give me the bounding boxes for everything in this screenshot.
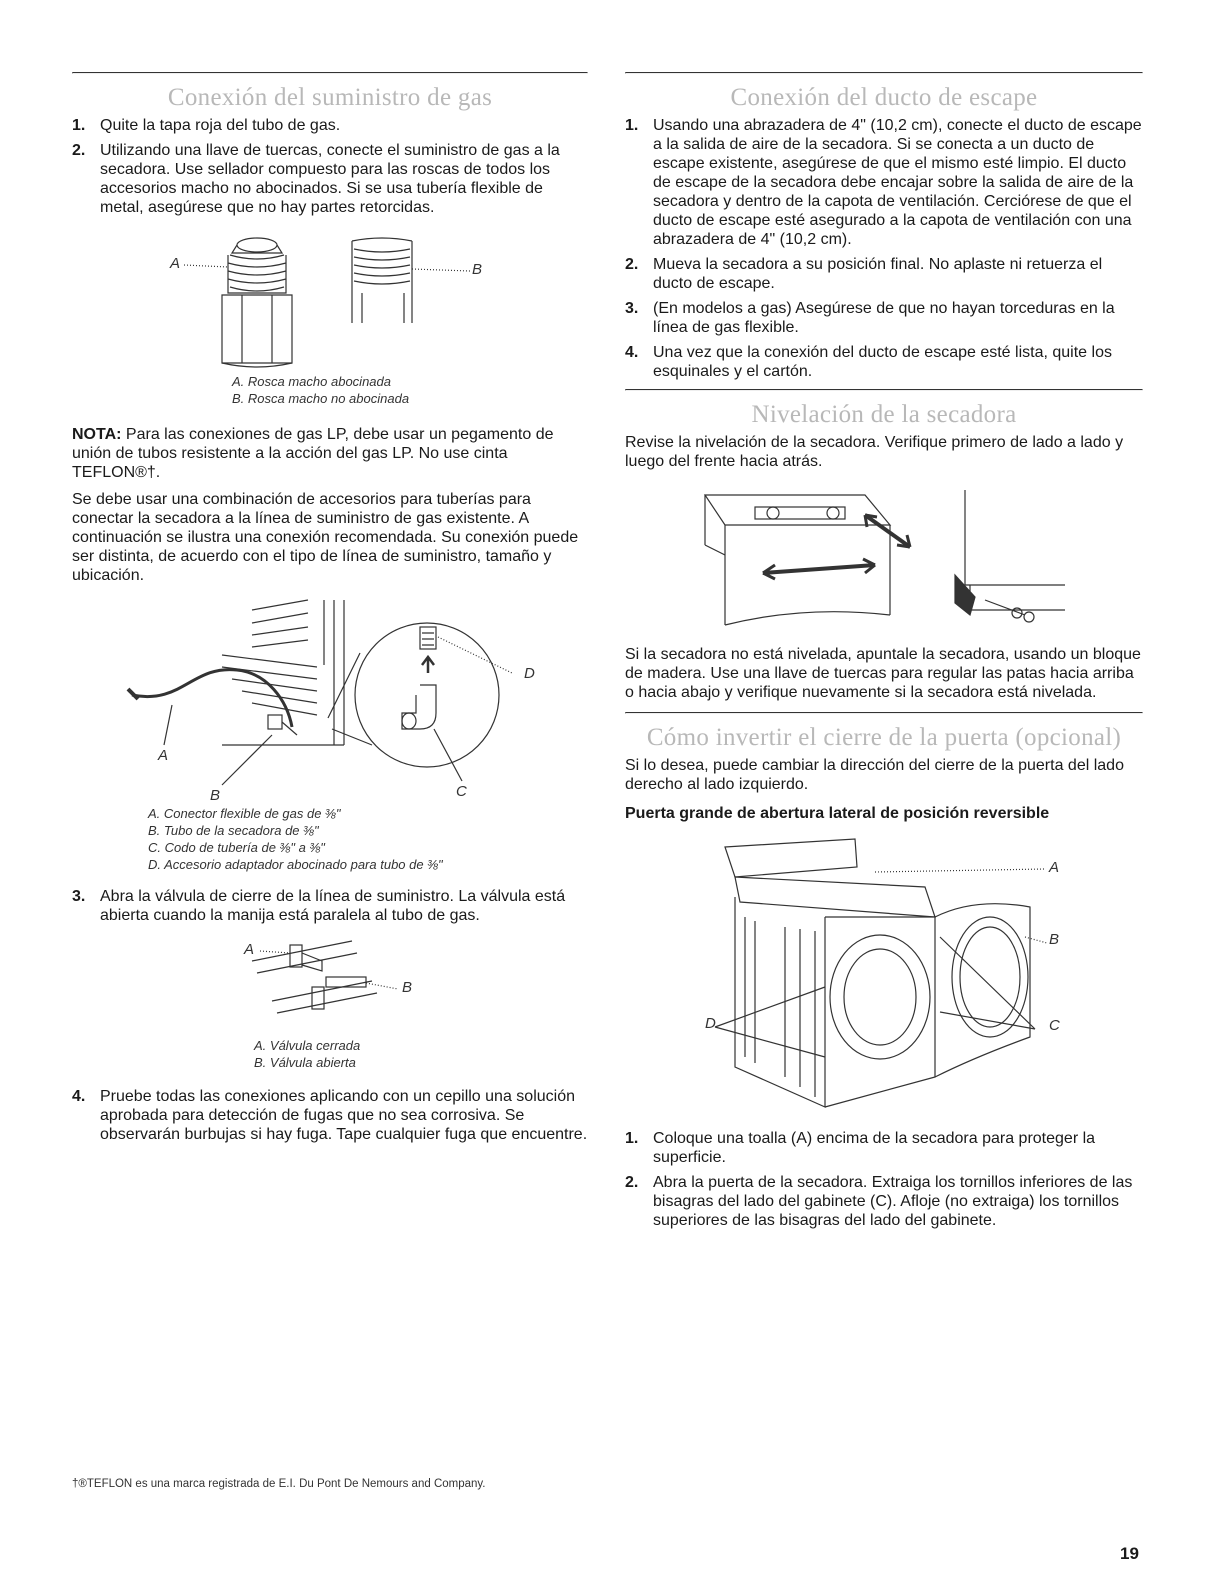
list-item: 1. Quite la tapa roja del tubo de gas. — [72, 117, 341, 134]
leveling-heading: Nivelación de la secadora — [751, 401, 1017, 428]
label-a: A — [244, 941, 255, 958]
list-item: 4. Una vez que la conexión del ducto de escape esté lista, quite los esquinales y el cartón. — [625, 344, 1112, 380]
list-item: 3. (En modelos a gas) Asegúrese de que no hayan torceduras en la línea de gas flexible. — [625, 300, 1115, 336]
leveling-paragraph-2: Si la secadora no está nivelada, apuntale la secadora, usando un bloque de madera. Use una llave de tuercas para regular las patas hacia arriba o hacia abajo y verifique nuevamente si la secadora está nivelada. — [625, 646, 1141, 701]
leveling-figure — [625, 485, 1143, 635]
right-column — [625, 72, 1143, 1236]
thread-fittings-illustration — [72, 223, 588, 373]
exhaust-steps — [625, 116, 1143, 381]
section-rule — [625, 72, 1143, 74]
label-a: A — [170, 255, 181, 272]
list-item: 2. Mueva la secadora a su posición final. No aplaste ni retuerza el ducto de escape. — [625, 256, 1103, 292]
valve-illustration — [72, 931, 588, 1031]
door-subheading: Puerta grande de abertura lateral de posición reversible — [625, 805, 1050, 822]
label-d: D — [524, 665, 535, 682]
gas-steps — [72, 116, 588, 217]
label-a: A — [1049, 859, 1060, 876]
list-item: 1. Usando una abrazadera de 4" (10,2 cm), conecte el ducto de escape a la salida de aire de la secadora. Si se conecta a un ducto de escape existente, asegúrese de que el mismo esté limpio. El ducto de escape de la secadora debe encajar sobre la salida de aire de la secadora y dentro de la capota de ventilación. Cerciórese de que el ducto de escape esté asegurado a la capota de ventilación con una abrazadera de 4" (10,2 cm). — [625, 117, 1142, 248]
figure-caption: A. Rosca macho abocinada B. Rosca macho no abocinada — [232, 374, 410, 406]
leveling-illustration — [625, 485, 1143, 635]
thread-fittings-figure — [72, 223, 588, 413]
figure-caption: A. Válvula cerrada B. Válvula abierta — [254, 1038, 361, 1070]
label-b: B — [210, 787, 221, 804]
page-number: 19 — [1120, 1544, 1139, 1563]
door-illustration — [625, 837, 1143, 1119]
label-b: B — [1049, 931, 1060, 948]
figure-caption: A. Conector flexible de gas de ⅜" B. Tubo de la secadora de ⅜" C. Codo de tubería de ⅜" a ⅜" D. Accesorio adaptador abocinado para tubo de ⅜" — [148, 806, 443, 872]
list-item: 3. Abra la válvula de cierre de la línea de suministro. La válvula está abierta cuando la manija está paralela al tubo de gas. — [72, 888, 566, 924]
door-paragraph: Si lo desea, puede cambiar la dirección del cierre de la puerta del lado derecho al lado izquierdo. — [625, 757, 1124, 793]
section-rule — [72, 72, 588, 74]
section-rule — [625, 389, 1143, 391]
label-a: A — [158, 747, 169, 764]
exhaust-heading: Conexión del ducto de escape — [730, 84, 1038, 111]
door-figure — [625, 837, 1143, 1119]
gas-connection-illustration — [72, 595, 588, 815]
leveling-paragraph-1: Revise la nivelación de la secadora. Verifique primero de lado a lado y luego del frente hacia atrás. — [625, 434, 1124, 470]
list-item: 4. Pruebe todas las conexiones aplicando con un cepillo una solución aprobada para detección de fugas que no sea corrosiva. Se observarán burbujas si hay fuga. Tape cualquier fuga que encuentre. — [72, 1088, 588, 1143]
nota-paragraph: NOTA: Para las conexiones de gas LP, debe usar un pegamento de unión de tubos resistente a la acción del gas LP. No use cinta TEFLON®†. — [72, 426, 554, 481]
fittings-paragraph: Se debe usar una combinación de accesorios para tuberías para conectar la secadora a la línea de suministro de gas existente. A continuación se ilustra una conexión recomendada. Su conexión puede ser distinta, de acuerdo con el tipo de línea de suministro, tamaño y ubicación. — [72, 491, 579, 584]
label-c: C — [456, 783, 467, 800]
list-item: 2. Utilizando una llave de tuercas, conecte el suministro de gas a la secadora. Use sellador compuesto para las roscas de todos los accesorios macho no abocinados. Si se usa tubería flexible de metal, asegúrese que no hay partes retorcidas. — [72, 142, 560, 216]
list-item: 2. Abra la puerta de la secadora. Extraiga los tornillos inferiores de las bisagras del lado del gabinete (C). Afloje (no extraiga) los tornillos superiores de las bisagras del lado del gabinete. — [625, 1174, 1133, 1229]
left-column — [72, 72, 588, 1150]
section-rule — [625, 712, 1143, 714]
label-b: B — [472, 261, 483, 278]
label-d: D — [705, 1015, 716, 1032]
door-reversal-heading: Cómo invertir el cierre de la puerta (opcional) — [646, 724, 1122, 751]
gas-supply-heading: Conexión del suministro de gas — [167, 84, 493, 111]
gas-step-4 — [72, 1087, 588, 1144]
label-c: C — [1049, 1017, 1060, 1034]
teflon-footnote: †®TEFLON es una marca registrada de E.I. Du Pont De Nemours and Company. — [72, 1478, 486, 1490]
gas-step-3 — [72, 887, 588, 925]
label-b: B — [402, 979, 413, 996]
door-steps — [625, 1129, 1143, 1230]
gas-connection-figure — [72, 595, 588, 873]
list-item: 1. Coloque una toalla (A) encima de la secadora para proteger la superficie. — [625, 1130, 1096, 1166]
valve-figure — [72, 931, 588, 1081]
